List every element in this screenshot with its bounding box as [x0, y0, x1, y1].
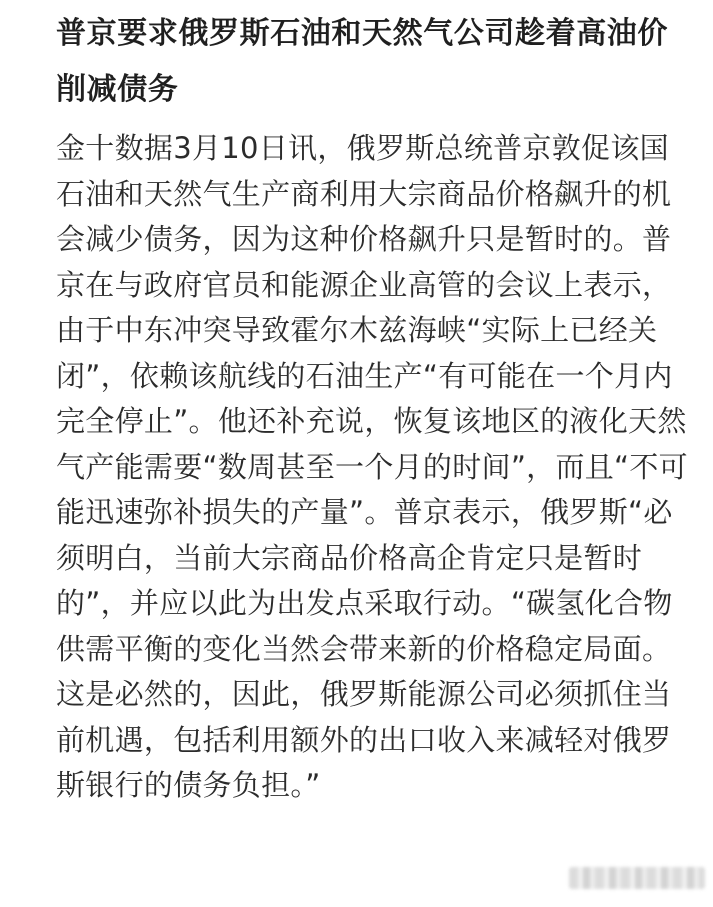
article-title: 普京要求俄罗斯石油和天然气公司趁着高油价削减债务	[56, 16, 668, 107]
blurred-watermark	[569, 867, 705, 889]
article-body: 金十数据3月10日讯，俄罗斯总统普京敦促该国石油和天然气生产商利用大宗商品价格飙升的机会减少债务，因为这种价格飙升只是暂时的。普京在与政府官员和能源企业高管的会议上表示，由于中东冲突导致霍尔木兹海峡“实际上已经关闭”，依赖该航线的石油生产“有可能在一个月内完全停止”。他还补充说，恢复该地区的液化天然气产能需要“数周甚至一个月的时间”，而且“不可能迅速弥补损失的产量”。普京表示，俄罗斯“必须明白，当前大宗商品价格高企肯定只是暂时的”，并应以此为出发点采取行动。“碳氢化合物供需平衡的变化当然会带来新的价格稳定局面。这是必然的，因此，俄罗斯能源公司必须抓住当前机遇，包括利用额外的出口收入来减轻对俄罗斯银行的债务负担。”	[56, 131, 688, 802]
